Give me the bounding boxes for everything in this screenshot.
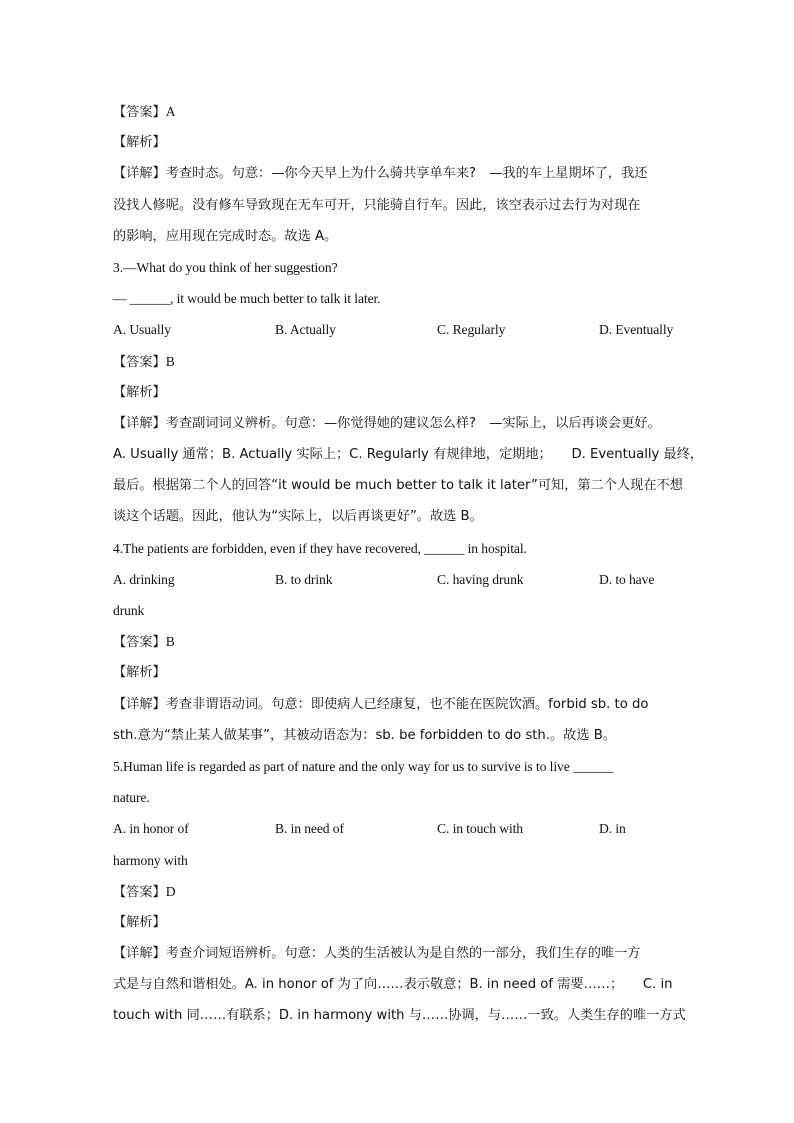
detail-line: 【详解】考查非谓语动词。句意：即使病人已经康复，也不能在医院饮酒。forbid sb. to do	[113, 696, 649, 712]
answer-value: B	[165, 634, 175, 650]
detail-line: 式是与自然和谐相处。A. in honor of 为了向……表示敬意；B. in need of 需要……； C. in	[113, 977, 673, 993]
detail-line: 【详解】考查副词词义辨析。句意：—你觉得她的建议怎么样? —实际上，以后再谈会更好。	[113, 415, 661, 431]
detail-line: A. Usually 通常；B. Actually 实际上；C. Regularly 有规律地，定期地； D. Eventually 最终，	[113, 447, 704, 463]
question-stem: 3.—What do you think of her suggestion?	[113, 259, 338, 275]
answer-label: 【答案】	[113, 105, 166, 120]
detail-label: 【详解】	[113, 166, 166, 182]
option-row	[113, 318, 683, 349]
option-c: C. Regularly	[437, 322, 506, 338]
option-d: D. to have	[599, 571, 655, 587]
answer-label: 【答案】	[113, 354, 166, 370]
detail-label: 【详解】	[113, 415, 166, 431]
answer-value: A	[165, 104, 176, 119]
detail-label: 【详解】	[113, 946, 166, 962]
answer-label: 【答案】	[113, 884, 166, 900]
detail-line: 【详解】考查时态。句意：—你今天早上为什么骑共享单车来? —我的车上星期坏了，我还	[113, 166, 648, 182]
option-c: C. in touch with	[437, 821, 524, 837]
analysis-label: 【解析】	[113, 135, 166, 151]
analysis-label: 【解析】	[113, 384, 166, 400]
detail-line: touch with 同……有联系；D. in harmony with 与……协调，与……一致。人类生存的唯一方式	[113, 1008, 686, 1024]
detail-line: 最后。根据第二个人的回答“it would be much better to talk it later”可知，第二个人现在不想	[113, 478, 683, 494]
answer-row	[113, 880, 683, 911]
question-stem: 4.The patients are forbidden, even if they have recovered, ______ in hospital.	[113, 540, 527, 556]
detail-line: 的影响，应用现在完成时态。故选 A。	[113, 228, 338, 244]
option-b: B. Actually	[275, 322, 336, 338]
analysis-label: 【解析】	[113, 665, 166, 681]
option-a: A. Usually	[113, 322, 171, 338]
answer-row	[113, 350, 683, 381]
analysis-label: 【解析】	[113, 914, 166, 930]
option-c: C. having drunk	[437, 571, 524, 587]
detail-line: 【详解】考查介词短语辨析。句意：人类的生活被认为是自然的一部分，我们生存的唯一方	[113, 946, 641, 962]
answer-row	[113, 630, 683, 661]
answer-value: D	[165, 883, 176, 899]
question-stem: 5.Human life is regarded as part of nature and the only way for us to survive is to live ______	[113, 758, 614, 774]
answer-label: 【答案】	[113, 635, 166, 651]
detail-line: 没找人修呢。没有修车导致现在无车可开，只能骑自行车。因此，该空表示过去行为对现在	[113, 197, 641, 213]
option-a: A. drinking	[113, 571, 175, 587]
answer-value: B	[165, 353, 175, 369]
option-a: A. in honor of	[113, 821, 189, 837]
option-wrap: drunk	[113, 603, 145, 618]
option-row	[113, 568, 683, 599]
answer-row	[113, 100, 683, 131]
detail-label: 【详解】	[113, 696, 166, 712]
option-b: B. in need of	[275, 821, 344, 837]
option-b: B. to drink	[275, 571, 333, 587]
option-d: D. Eventually	[599, 322, 674, 338]
question-stem: nature.	[113, 790, 150, 806]
detail-line: sth.意为“禁止某人做某事”，其被动语态为：sb. be forbidden to do sth.。故选 B。	[113, 727, 616, 743]
detail-line: 谈这个话题。因此，他认为“实际上，以后再谈更好”。故选 B。	[113, 509, 483, 525]
option-row	[113, 817, 683, 848]
question-stem: — ______, it would be much better to talk it later.	[113, 291, 381, 307]
document-page	[113, 100, 704, 1036]
option-d: D. in	[599, 821, 626, 837]
option-wrap: harmony with	[113, 852, 188, 868]
